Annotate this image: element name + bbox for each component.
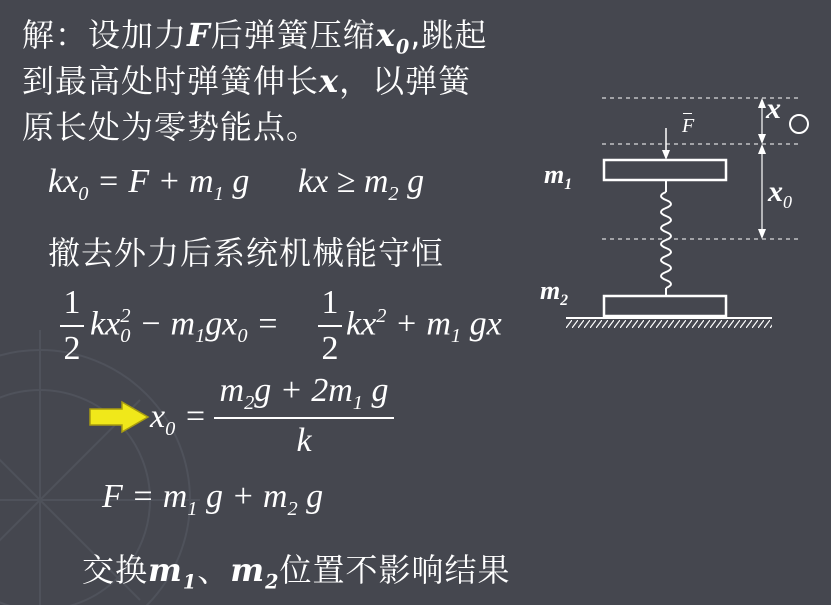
- x-label: x: [766, 92, 781, 125]
- x0-label: $x_0$: [768, 175, 792, 212]
- fraction-half-1-num: 1: [63, 284, 81, 321]
- F-result-equation: $F = m_1$ $g + m_2$ g: [102, 478, 324, 520]
- fraction-half-2-den: 2: [321, 330, 339, 367]
- conclusion-line: 交换$m_1$、$m_2$位置不影响结果: [82, 551, 511, 594]
- origin-circle-icon: [789, 114, 809, 134]
- equation-lift-condition: kx ≥ $m_2$ g: [298, 163, 425, 205]
- x0-result-lhs: $x_0$ =: [150, 398, 207, 440]
- step-energy-label: 撤去外力后系统机械能守恒: [48, 234, 445, 272]
- result-arrow-icon: [88, 400, 150, 434]
- block-m2: [604, 296, 726, 316]
- energy-equation-right: $kx^2 + m_1$ gx: [346, 305, 502, 348]
- fraction-half-2-bar: [318, 325, 342, 327]
- block-m1: [604, 160, 726, 180]
- m2-label: $m_2$: [540, 276, 569, 310]
- fraction-half-1-bar: [60, 325, 84, 327]
- fraction-half-1-den: 2: [63, 330, 81, 367]
- force-vector-bar: [683, 113, 692, 114]
- fraction-half-2-num: 1: [321, 284, 339, 321]
- intro-line-1: 解：设加力F后弹簧压缩$x_0$,跳起: [22, 16, 488, 59]
- spring-mass-diagram: [530, 88, 825, 348]
- energy-equation-left: $kx_0^2 - m_1gx_0$ =: [90, 305, 280, 348]
- x0-fraction-denominator: k: [296, 422, 312, 459]
- equation-force-balance: $kx_0 = F + m_1$ g: [48, 163, 250, 205]
- x0-fraction-bar: [214, 417, 394, 419]
- spring-icon: [661, 192, 671, 288]
- m1-label: $m_1$: [544, 160, 573, 194]
- intro-line-2: 到最高处时弹簧伸长x，以弹簧: [22, 62, 472, 100]
- ground-hatch: [566, 320, 772, 328]
- force-label: F: [682, 115, 695, 137]
- x0-fraction-numerator: $m_2g + 2m_1$ g: [219, 372, 389, 414]
- intro-line-3: 原长处为零势能点。: [22, 108, 320, 146]
